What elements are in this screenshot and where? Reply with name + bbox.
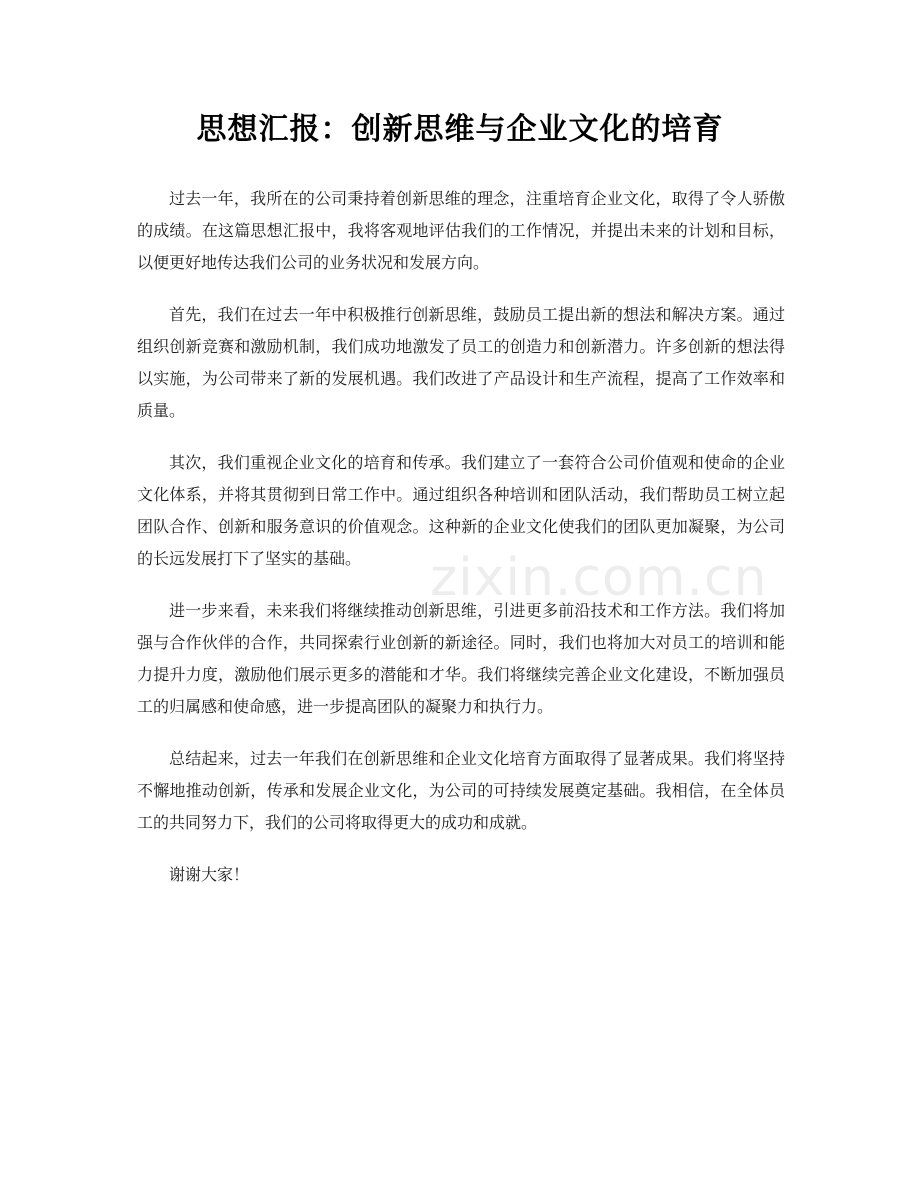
- paragraph-closing: 谢谢大家！: [169, 865, 250, 884]
- paragraph-summary: 总结起来，过去一年我们在创新思维和企业文化培育方面取得了显著成果。我们将坚持不懈地推动创新，传承和发展企业文化，为公司的可持续发展奠定基础。我相信，在全体员工的共同努力下，我们的公司将取得更大的成功和成就。: [137, 749, 785, 832]
- paragraph-innovation: 首先，我们在过去一年中积极推行创新思维，鼓励员工提出新的想法和解决方案。通过组织创新竞赛和激励机制，我们成功地激发了员工的创造力和创新潜力。许多创新的想法得以实施，为公司带来了新的发展机遇。我们改进了产品设计和生产流程，提高了工作效率和质量。: [137, 305, 785, 420]
- document-body: [137, 183, 785, 911]
- paragraph-future: 进一步来看，未来我们将继续推动创新思维，引进更多前沿技术和工作方法。我们将加强与合作伙伴的合作，共同探索行业创新的新途径。同时，我们也将加大对员工的培训和能力提升力度，激励他们展示更多的潜能和才华。我们将继续完善企业文化建设，不断加强员工的归属感和使命感，进一步提高团队的凝聚力和执行力。: [137, 601, 785, 716]
- paragraph-culture: 其次，我们重视企业文化的培育和传承。我们建立了一套符合公司价值观和使命的企业文化体系，并将其贯彻到日常工作中。通过组织各种培训和团队活动，我们帮助员工树立起团队合作、创新和服务意识的价值观念。这种新的企业文化使我们的团队更加凝聚，为公司的长远发展打下了坚实的基础。: [137, 453, 785, 568]
- watermark-text: zixin.com.cn: [430, 548, 768, 608]
- document-title: 思想汇报：创新思维与企业文化的培育: [196, 112, 724, 147]
- paragraph-intro: 过去一年，我所在的公司秉持着创新思维的理念，注重培育企业文化，取得了令人骄傲的成绩。在这篇思想汇报中，我将客观地评估我们的工作情况，并提出未来的计划和目标，以便更好地传达我们公司的业务状况和发展方向。: [137, 189, 785, 272]
